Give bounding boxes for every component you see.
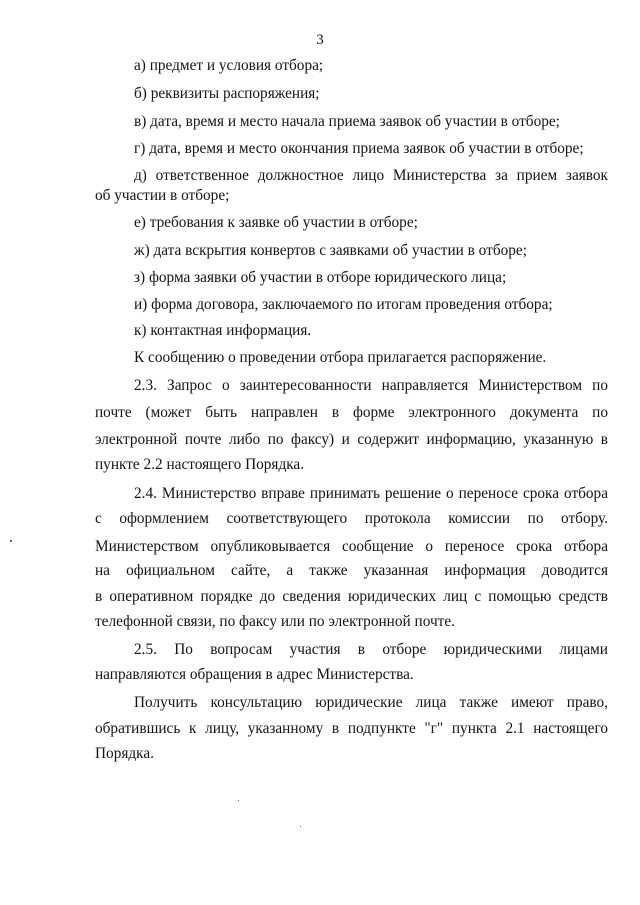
attachment-note: К сообщению о проведении отбора прилагается распоряжение. [134, 349, 547, 366]
list-item-d: д) ответственное должностное лицо Министерства за прием заявок [134, 167, 608, 184]
list-item-z: з) форма заявки об участии в отборе юридического лица; [134, 269, 507, 286]
list-item-zh: ж) дата вскрытия конвертов с заявками об участии в отборе; [134, 242, 527, 259]
paragraph-2-4-line-3: Министерством опубликовывается сообщение о переносе срока отбора [95, 538, 608, 555]
paragraph-2-4-line-1: 2.4. Министерство вправе принимать решение о переносе срока отбора [134, 485, 608, 502]
list-item-a: а) предмет и условия отбора; [134, 57, 324, 74]
page-number: 3 [316, 32, 324, 48]
list-item-k: к) контактная информация. [134, 322, 312, 339]
list-item-b: б) реквизиты распоряжения; [134, 85, 320, 102]
paragraph-2-3-line-4: пункте 2.2 настоящего Порядка. [95, 456, 305, 473]
scan-speck [10, 540, 12, 542]
paragraph-2-3-line-3: электронной почте либо по факсу) и содержит информацию, указанную в [95, 431, 608, 448]
paragraph-2-4-line-2: с оформлением соответствующего протокола комиссии по отбору. [95, 510, 608, 527]
paragraph-2-3-line-2: почте (может быть направлен в форме электронного документа по [95, 404, 608, 421]
paragraph-2-3-line-1: 2.3. Запрос о заинтересованности направляется Министерством по [134, 377, 608, 394]
paragraph-2-5-line-2: направляются обращения в адрес Министерства. [95, 666, 414, 683]
consultation-line-1: Получить консультацию юридические лица также имеют право, [134, 694, 608, 711]
list-item-i: и) форма договора, заключаемого по итогам проведения отбора; [134, 296, 553, 313]
list-item-d-continuation: об участии в отборе; [95, 187, 230, 204]
scan-speck [300, 826, 301, 827]
paragraph-2-4-line-6: телефонной связи, по факсу или по электронной почте. [95, 613, 455, 630]
list-item-e: е) требования к заявке об участии в отборе; [134, 214, 418, 231]
paragraph-2-5-line-1: 2.5. По вопросам участия в отборе юридическими лицами [134, 641, 608, 658]
list-item-v: в) дата, время и место начала приема заявок об участии в отборе; [134, 113, 560, 130]
paragraph-2-4-line-4: на официальном сайте, а также указанная информация доводится [95, 562, 608, 579]
paragraph-2-4-line-5: в оперативном порядке до сведения юридических лиц с помощью средств [95, 588, 608, 605]
consultation-line-3: Порядка. [95, 745, 154, 762]
consultation-line-2: обратившись к лицу, указанному в подпункте "г" пункта 2.1 настоящего [95, 720, 608, 737]
list-item-g: г) дата, время и место окончания приема заявок об участии в отборе; [134, 140, 584, 157]
scan-speck [238, 800, 239, 801]
